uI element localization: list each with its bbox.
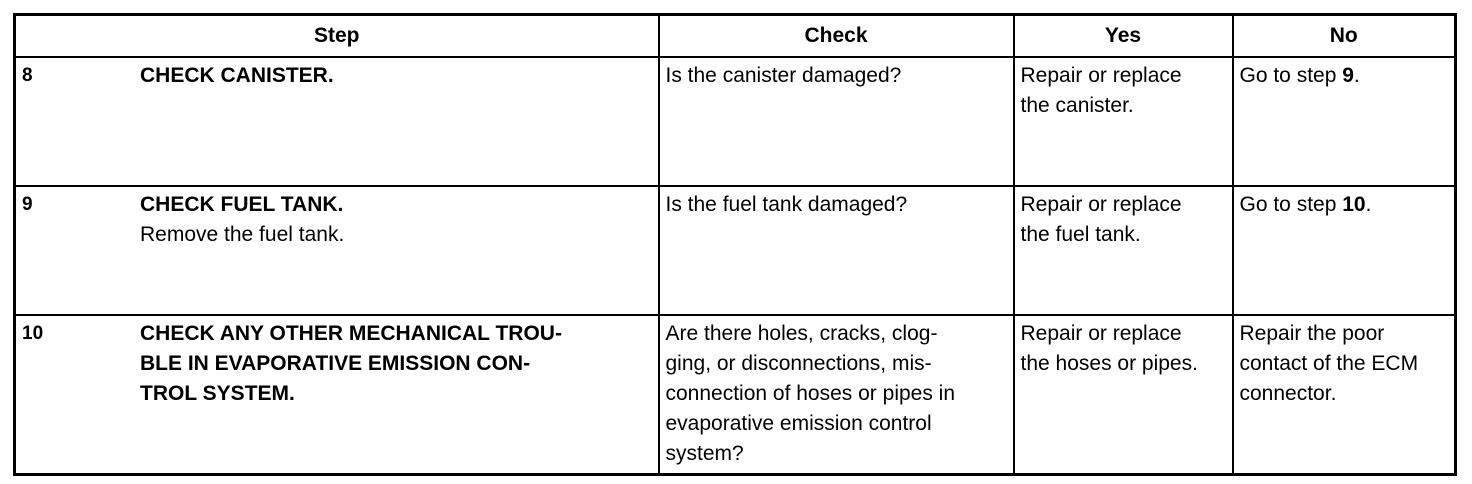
step-number: 10 bbox=[22, 323, 44, 344]
yes-text: Repair or replace bbox=[1020, 322, 1182, 345]
check-cell bbox=[659, 186, 1014, 315]
yes-text: Repair or replace bbox=[1020, 64, 1182, 87]
yes-cell bbox=[1014, 57, 1233, 186]
yes-text: the fuel tank. bbox=[1020, 223, 1141, 246]
no-text bbox=[1240, 190, 1451, 220]
no-prefix: Go to step bbox=[1239, 193, 1343, 216]
table-row bbox=[15, 315, 1456, 475]
diagnostic-table bbox=[13, 13, 1457, 476]
yes-cell bbox=[1014, 186, 1233, 315]
next-step-number: 10 bbox=[1342, 193, 1366, 216]
check-text: evaporative emission control bbox=[665, 412, 932, 435]
no-text: connector. bbox=[1239, 382, 1337, 405]
step-title: CHECK FUEL TANK. bbox=[140, 193, 344, 216]
step-body bbox=[140, 190, 654, 250]
no-cell bbox=[1233, 186, 1456, 315]
step-title: BLE IN EVAPORATIVE EMISSION CON- bbox=[140, 352, 531, 375]
no-prefix: Go to step bbox=[1239, 64, 1343, 87]
step-number: 8 bbox=[22, 65, 33, 86]
check-text: connection of hoses or pipes in bbox=[665, 382, 956, 405]
no-text bbox=[1240, 61, 1451, 91]
check-text: Is the canister damaged? bbox=[665, 64, 902, 87]
header-step: Step bbox=[15, 15, 659, 58]
no-text: contact of the ECM bbox=[1239, 352, 1419, 375]
check-text: ging, or disconnections, mis- bbox=[665, 352, 932, 375]
yes-text: the hoses or pipes. bbox=[1020, 352, 1198, 375]
check-text: Are there holes, cracks, clog- bbox=[665, 322, 938, 345]
header-no: No bbox=[1233, 15, 1456, 58]
step-body bbox=[140, 319, 654, 409]
step-cell bbox=[15, 57, 659, 186]
step-title: CHECK ANY OTHER MECHANICAL TROU- bbox=[140, 322, 562, 345]
yes-text: the canister. bbox=[1020, 94, 1134, 117]
step-body bbox=[140, 61, 654, 91]
no-text: Repair the poor bbox=[1239, 322, 1385, 345]
table-row bbox=[15, 57, 1456, 186]
check-cell bbox=[659, 57, 1014, 186]
no-suffix: . bbox=[1353, 64, 1360, 87]
yes-text: Repair or replace bbox=[1020, 193, 1182, 216]
header-check: Check bbox=[659, 15, 1014, 58]
step-cell bbox=[15, 315, 659, 475]
step-detail: Remove the fuel tank. bbox=[140, 223, 345, 246]
table-row bbox=[15, 186, 1456, 315]
check-text: system? bbox=[665, 442, 744, 465]
header-row bbox=[15, 15, 1456, 58]
next-step-number: 9 bbox=[1342, 64, 1354, 87]
step-title: CHECK CANISTER. bbox=[140, 64, 334, 87]
no-cell bbox=[1233, 57, 1456, 186]
no-suffix: . bbox=[1365, 193, 1372, 216]
yes-cell bbox=[1014, 315, 1233, 475]
step-title: TROL SYSTEM. bbox=[140, 382, 295, 405]
header-yes: Yes bbox=[1014, 15, 1233, 58]
step-cell bbox=[15, 186, 659, 315]
no-cell bbox=[1233, 315, 1456, 475]
step-number: 9 bbox=[22, 194, 33, 215]
check-text: Is the fuel tank damaged? bbox=[665, 193, 908, 216]
check-cell bbox=[659, 315, 1014, 475]
